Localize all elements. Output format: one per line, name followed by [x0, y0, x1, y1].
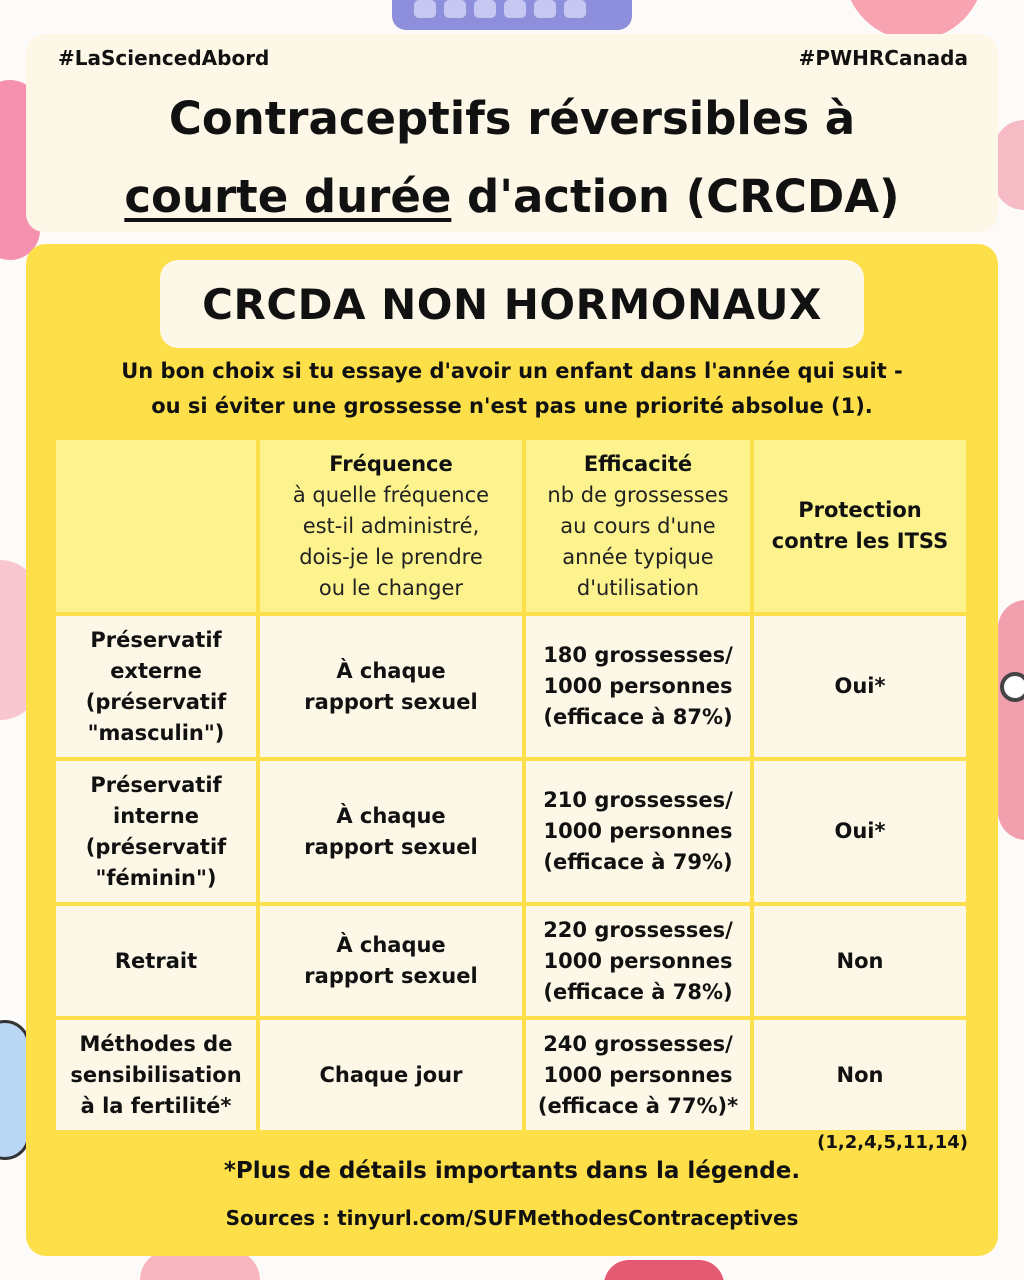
sources-link[interactable]: Sources : tinyurl.com/SUFMethodesContraceptives	[225, 1206, 799, 1230]
efficacy-line: 240 grossesses/	[543, 1031, 733, 1056]
header-title: Fréquence	[329, 451, 453, 476]
method-name	[86, 770, 227, 894]
method-line: (préservatif	[85, 689, 227, 714]
table-header-cell	[56, 440, 256, 612]
method-line: à la fertilité*	[80, 1093, 232, 1118]
efficacy-cell	[526, 616, 750, 757]
method-cell	[56, 616, 256, 757]
method-cell	[56, 1020, 256, 1130]
method-name	[86, 625, 227, 749]
method-cell	[56, 761, 256, 902]
efficacy-cell	[526, 761, 750, 902]
frequency-cell	[260, 1020, 522, 1130]
frequency-line: rapport sexuel	[304, 964, 478, 988]
header-subtitle: nb de grossesses	[547, 482, 729, 507]
header-card	[26, 34, 998, 232]
frequency-line: rapport sexuel	[304, 689, 478, 714]
method-line: (préservatif	[85, 834, 227, 859]
comparison-table	[56, 440, 968, 1130]
method-line: "féminin")	[95, 865, 217, 890]
red-shape-decoration	[604, 1260, 724, 1280]
references: (1,2,4,5,11,14)	[817, 1132, 968, 1153]
method-name	[70, 1029, 241, 1122]
table-header-cell	[260, 440, 522, 612]
table-header-cell	[754, 440, 966, 612]
hashtag-right: #PWHRCanada	[798, 46, 968, 70]
frequency-cell	[260, 906, 522, 1016]
header-stack	[772, 495, 948, 557]
protection-cell	[754, 1020, 966, 1130]
header-subtitle: est-il administré,	[302, 513, 480, 538]
efficacy-value	[543, 785, 733, 878]
method-name	[115, 946, 197, 977]
frequency-cell	[260, 616, 522, 757]
header-title: Efficacité	[583, 451, 693, 476]
efficacy-line: 1000 personnes	[543, 819, 733, 843]
table-header-cell	[526, 440, 750, 612]
frequency-value	[304, 801, 477, 863]
intro-line-1: Un bon choix si tu essaye d'avoir un enfant dans l'année qui suit -	[121, 359, 903, 383]
footnote: *Plus de détails importants dans la légende.	[223, 1158, 801, 1184]
efficacy-cell	[526, 906, 750, 1016]
title-line-2-rest: d'action (CRCDA)	[451, 170, 900, 223]
efficacy-line: 220 grossesses/	[543, 917, 733, 942]
title-line-2	[26, 158, 998, 236]
pink-shape-decoration	[998, 600, 1024, 840]
method-line: "masculin")	[87, 720, 225, 745]
protection-cell	[754, 906, 966, 1016]
method-cell	[56, 906, 256, 1016]
ring-icon	[1000, 672, 1024, 702]
intro-text	[66, 354, 958, 424]
header-subtitle: d'utilisation	[576, 575, 700, 600]
header-subtitle: dois-je le prendre	[299, 544, 483, 569]
protection-value: Oui*	[834, 819, 886, 843]
method-line: sensibilisation	[70, 1062, 242, 1087]
frequency-line: À chaque	[336, 658, 446, 683]
page-title	[26, 80, 998, 236]
header-subtitle: au cours d'une	[560, 513, 716, 538]
frequency-cell	[260, 761, 522, 902]
efficacy-line: 1000 personnes	[543, 674, 733, 698]
method-line: Retrait	[114, 948, 198, 973]
efficacy-line: 210 grossesses/	[543, 788, 733, 812]
frequency-line: rapport sexuel	[304, 834, 478, 859]
frequency-value	[304, 656, 477, 718]
frequency-line: À chaque	[336, 803, 446, 828]
method-line: Préservatif	[90, 627, 222, 652]
efficacy-line: 180 grossesses/	[543, 643, 733, 667]
efficacy-line: (efficace à 77%)*	[537, 1093, 739, 1118]
pink-shape-decoration	[994, 120, 1024, 210]
protection-cell	[754, 616, 966, 757]
header-stack	[293, 449, 489, 604]
header-subtitle: année typique	[562, 544, 714, 569]
efficacy-line: 1000 personnes	[543, 948, 733, 973]
title-emphasis: courte durée	[124, 170, 452, 223]
intro-line-2: ou si éviter une grossesse n'est pas une priorité absolue (1).	[151, 394, 873, 418]
method-line: Méthodes de	[79, 1031, 233, 1056]
efficacy-line: 1000 personnes	[543, 1062, 733, 1087]
efficacy-value	[538, 1029, 738, 1122]
title-line-1: Contraceptifs réversibles à	[168, 92, 856, 145]
method-line: externe	[110, 658, 202, 683]
protection-value: Oui*	[834, 674, 886, 698]
efficacy-value	[543, 640, 733, 733]
header-subtitle: ou le changer	[318, 575, 464, 600]
protection-value: Non	[836, 948, 884, 973]
header-stack	[547, 449, 728, 604]
efficacy-cell	[526, 1020, 750, 1130]
protection-value: Non	[836, 1062, 884, 1087]
frequency-line: À chaque	[336, 933, 446, 957]
method-line: Préservatif	[90, 772, 222, 797]
header-subtitle: à quelle fréquence	[292, 482, 490, 507]
protection-cell	[754, 761, 966, 902]
efficacy-line: (efficace à 78%)	[543, 979, 733, 1004]
frequency-line: Chaque jour	[319, 1062, 463, 1087]
efficacy-line: (efficace à 79%)	[543, 850, 733, 874]
pill-pack-decoration	[392, 0, 632, 30]
section-heading: CRCDA NON HORMONAUX	[160, 260, 864, 348]
frequency-value	[319, 1060, 462, 1091]
hashtag-left: #LaSciencedAbord	[58, 46, 270, 70]
frequency-value	[304, 930, 477, 992]
header-title: Protection	[798, 498, 922, 522]
efficacy-line: (efficace à 87%)	[543, 705, 733, 729]
efficacy-value	[543, 915, 733, 1008]
method-line: interne	[113, 803, 199, 828]
main-card	[26, 244, 998, 1256]
header-subtitle: contre les ITSS	[771, 529, 949, 553]
